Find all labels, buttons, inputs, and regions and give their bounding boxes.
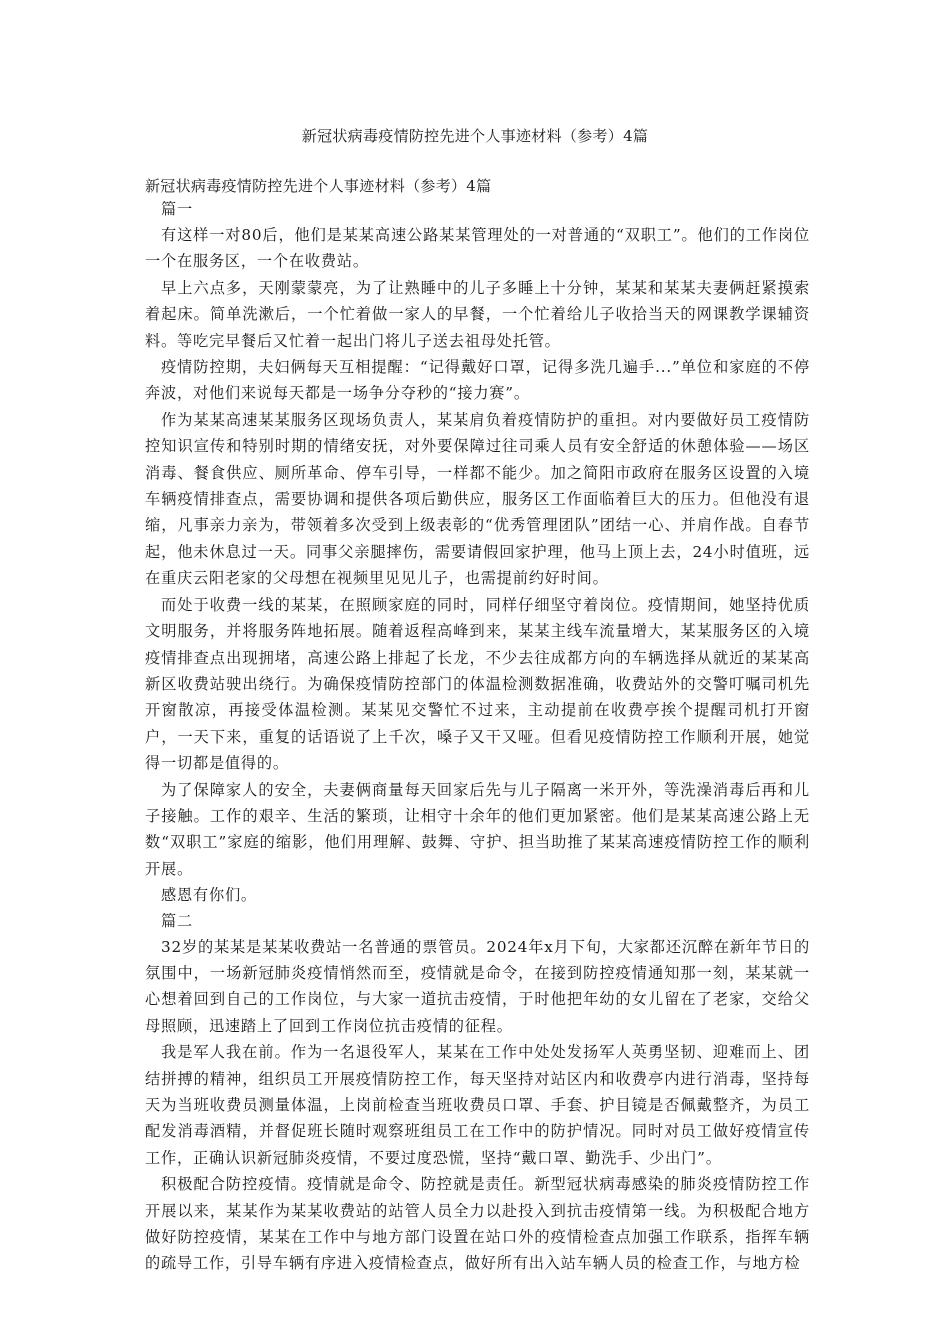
paragraph: 而处于收费一线的某某，在照顾家庭的同时，同样仔细坚守着岗位。疫情期间，她坚持优质文明服务，并将服务阵地拓展。随着返程高峰到来，某某主线车流量增大，某某服务区的入境疫情排查点出现拥堵，高速公路上排起了长龙，不少去往成都方向的车辆选择从就近的某某高新区收费站驶出绕行。为确保疫情防控部门的体温检测数据准确，收费站外的交警叮嘱司机先开窗散凉，再接受体温检测。某某见交警忙不过来，主动提前在收费亭挨个提醒司机打开窗户，一天下来，重复的话语说了上千次，嗓子又干又哑。但看见疫情防控工作顺利开展，她觉得一切都是值得的。 <box>145 595 810 773</box>
page-title: 新冠状病毒疫情防控先进个人事迹材料（参考）4篇 <box>301 127 649 145</box>
paragraph: 为了保障家人的安全，夫妻俩商量每天回家后先与儿子隔离一米开外，等洗澡消毒后再和儿子接触。工作的艰辛、生活的繁琐，让相守十余年的他们更加紧密。他们是某某高速公路上无数“双职工”家庭的缩影，他们用理解、鼓舞、守护、担当助推了某某高速疫情防控工作的顺利开展。 <box>145 780 810 878</box>
document-body <box>145 175 810 1277</box>
paragraph: 疫情防控期，夫妇俩每天互相提醒：“记得戴好口罩，记得多洗几遍手...”单位和家庭的不停奔波，对他们来说每天都是一场争分夺秒的“接力赛”。 <box>145 358 810 403</box>
paragraph: 积极配合防控疫情。疫情就是命令、防控就是责任。新型冠状病毒感染的肺炎疫情防控工作开展以来，某某作为某某收费站的站管人员全力以赴投入到抗击疫情第一线。为积极配合地方做好防控疫情，某某在工作中与地方部门设置在站口外的疫情检查点加强工作联系，指挥车辆的疏导工作，引导车辆有序进入疫情检查点，做好所有出入站车辆人员的检查工作，与地方检 <box>145 1175 810 1273</box>
section-label: 篇一 <box>161 200 193 218</box>
document-title: 新冠状病毒疫情防控先进个人事迹材料（参考）4篇 <box>145 177 492 195</box>
paragraph: 有这样一对80后，他们是某某高速公路某某管理处的一对普通的“双职工”。他们的工作岗位一个在服务区，一个在收费站。 <box>145 226 810 271</box>
paragraph: 作为某某高速某某服务区现场负责人，某某肩负着疫情防护的重担。对内要做好员工疫情防控知识宣传和特别时期的情绪安抚，对外要保障过往司乘人员有安全舒适的休憩体验——场区消毒、餐食供应、厕所革命、停车引导，一样都不能少。加之简阳市政府在服务区设置的入境车辆疫情排查点，需要协调和提供各项后勤供应，服务区工作面临着巨大的压力。但他没有退缩，凡事亲力亲为，带领着多次受到上级表彰的“优秀管理团队”团结一心、并肩作战。自春节起，他未休息过一天。同事父亲腿摔伤，需要请假回家护理，他马上顶上去，24小时值班，远在重庆云阳老家的父母想在视频里见见儿子，也需提前约好时间。 <box>145 410 810 588</box>
paragraph: 我是军人我在前。作为一名退役军人，某某在工作中处处发扬军人英勇坚韧、迎难而上、团结拼搏的精神，组织员工开展疫情防控工作，每天坚持对站区内和收费亭内进行消毒，坚持每天为当班收费员测量体温，上岗前检查当班收费员口罩、手套、护目镜是否佩戴整齐，为员工配发消毒酒精，并督促班长随时观察班组员工在工作中的防护情况。同时对员工做好疫情宣传工作，正确认识新冠肺炎疫情，不要过度恐慌，坚持“戴口罩、勤洗手、少出门”。 <box>145 1043 810 1167</box>
paragraph: 早上六点多，天刚蒙蒙亮，为了让熟睡中的儿子多睡上十分钟，某某和某某夫妻俩赶紧摸索着起床。简单洗漱后，一个忙着做一家人的早餐，一个忙着给儿子收拾当天的网课教学课辅资料。等吃完早餐后又忙着一起出门将儿子送去祖母处托管。 <box>145 278 810 350</box>
section-label: 篇二 <box>161 911 193 930</box>
paragraph: 感恩有你们。 <box>161 886 257 905</box>
paragraph: 32岁的某某是某某收费站一名普通的票管员。2024年x月下旬，大家都还沉醉在新年节日的氛围中，一场新冠肺炎疫情悄然而至，疫情就是命令，在接到防控疫情通知那一刻，某某就一心想着回到自己的工作岗位，与大家一道抗击疫情，于时他把年幼的女儿留在了老家，交给父母照顾，迅速踏上了回到工作岗位抗击疫情的征程。 <box>145 937 810 1035</box>
